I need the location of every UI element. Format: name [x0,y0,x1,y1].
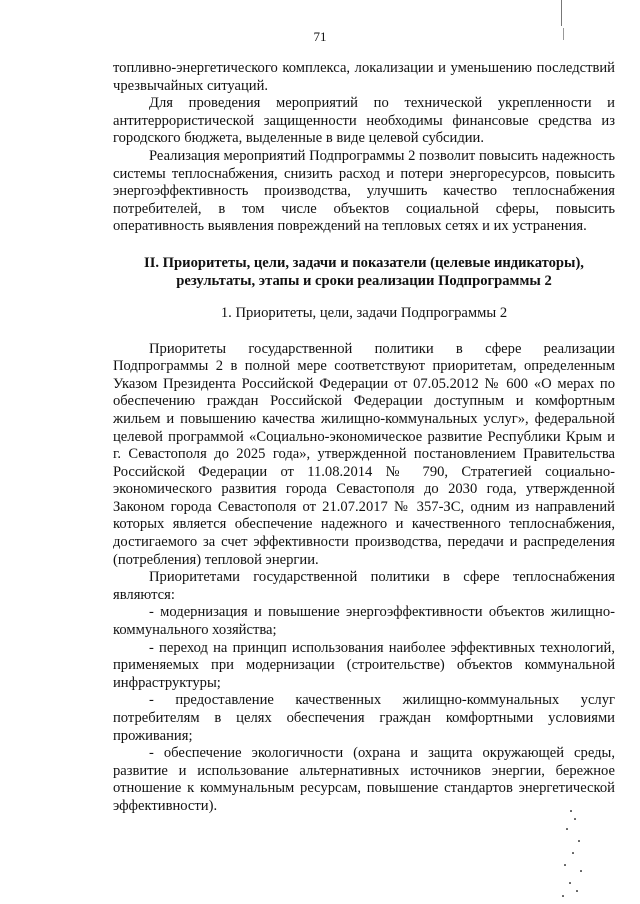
intro-paragraph: Реализация мероприятий Подпрограммы 2 позволит повысить надежность системы теплоснабжения, снизить расход и потери энергоресурсов, повысить энергоэффективность производства, улучшить качество теплоснабжения потребителей, в том числе объектов социальной сферы, повысить оперативность выявления повреждений на тепловых сетях и их устранения. [113,147,615,235]
document-body [113,60,615,816]
scan-edge-mark [561,0,562,26]
subsection-heading: 1. Приоритеты, цели, задачи Подпрограммы 2 [220,304,508,321]
intro-paragraph: Для проведения мероприятий по технической укрепленности и антитеррористической защищенности необходимы финансовые средства из городского бюджета, выделенные в виде целевой субсидии. [113,95,615,147]
priority-item: - обеспечение экологичности (охрана и защита окружающей среды, развитие и использование альтернативных источников энергии, бережное отношение к коммунальным ресурсам, повышение стандартов энергетической эффективности). [113,745,615,814]
priority-item: - предоставление качественных жилищно-коммунальных услуг потребителям в целях обеспечения граждан комфортными условиями проживания; [113,692,615,744]
main-paragraph: Приоритеты государственной политики в сфере реализации Подпрограммы 2 в полной мере соответствуют приоритетам, определенным Указом Президента Российской Федерации от 07.05.2012 № 600 «О мерах по обеспечению граждан Российской Федерации доступным и комфортным жильем и повышению качества жилищно-коммунальных услуг», федеральной целевой программой «Социально-экономическое развитие Республики Крым и г. Севастополя до 2025 года», утвержденной постановлением Правительства Российской Федерации от 11.08.2014 № 790, Стратегией социально-экономического развития города Севастополя до 2030 года, утвержденной Законом города Севастополя от 21.07.2017 № 357-ЗС, одним из направлений которых является обеспечение надежного и качественного теплоснабжения, достигаемого за счет эффективности производства, передачи и распределения (потребления) тепловой энергии. [113,340,615,568]
section-heading: II. Приоритеты, цели, задачи и показатели (целевые индикаторы), результаты, этапы и сроки реализации Подпрограммы 2 [144,254,584,289]
scan-noise [560,800,600,900]
priorities-intro: Приоритетами государственной политики в сфере теплоснабжения являются: [113,569,615,603]
priority-item: - переход на принцип использования наиболее эффективных технологий, применяемых при модернизации (строительстве) объектов коммунальной инфраструктуры; [113,639,615,691]
page-number: 71 [313,29,327,44]
intro-paragraph: топливно-энергетического комплекса, локализации и уменьшению последствий чрезвычайных ситуаций. [113,60,615,94]
priority-item: - модернизация и повышение энергоэффективности объектов жилищно-коммунального хозяйства; [113,604,615,639]
